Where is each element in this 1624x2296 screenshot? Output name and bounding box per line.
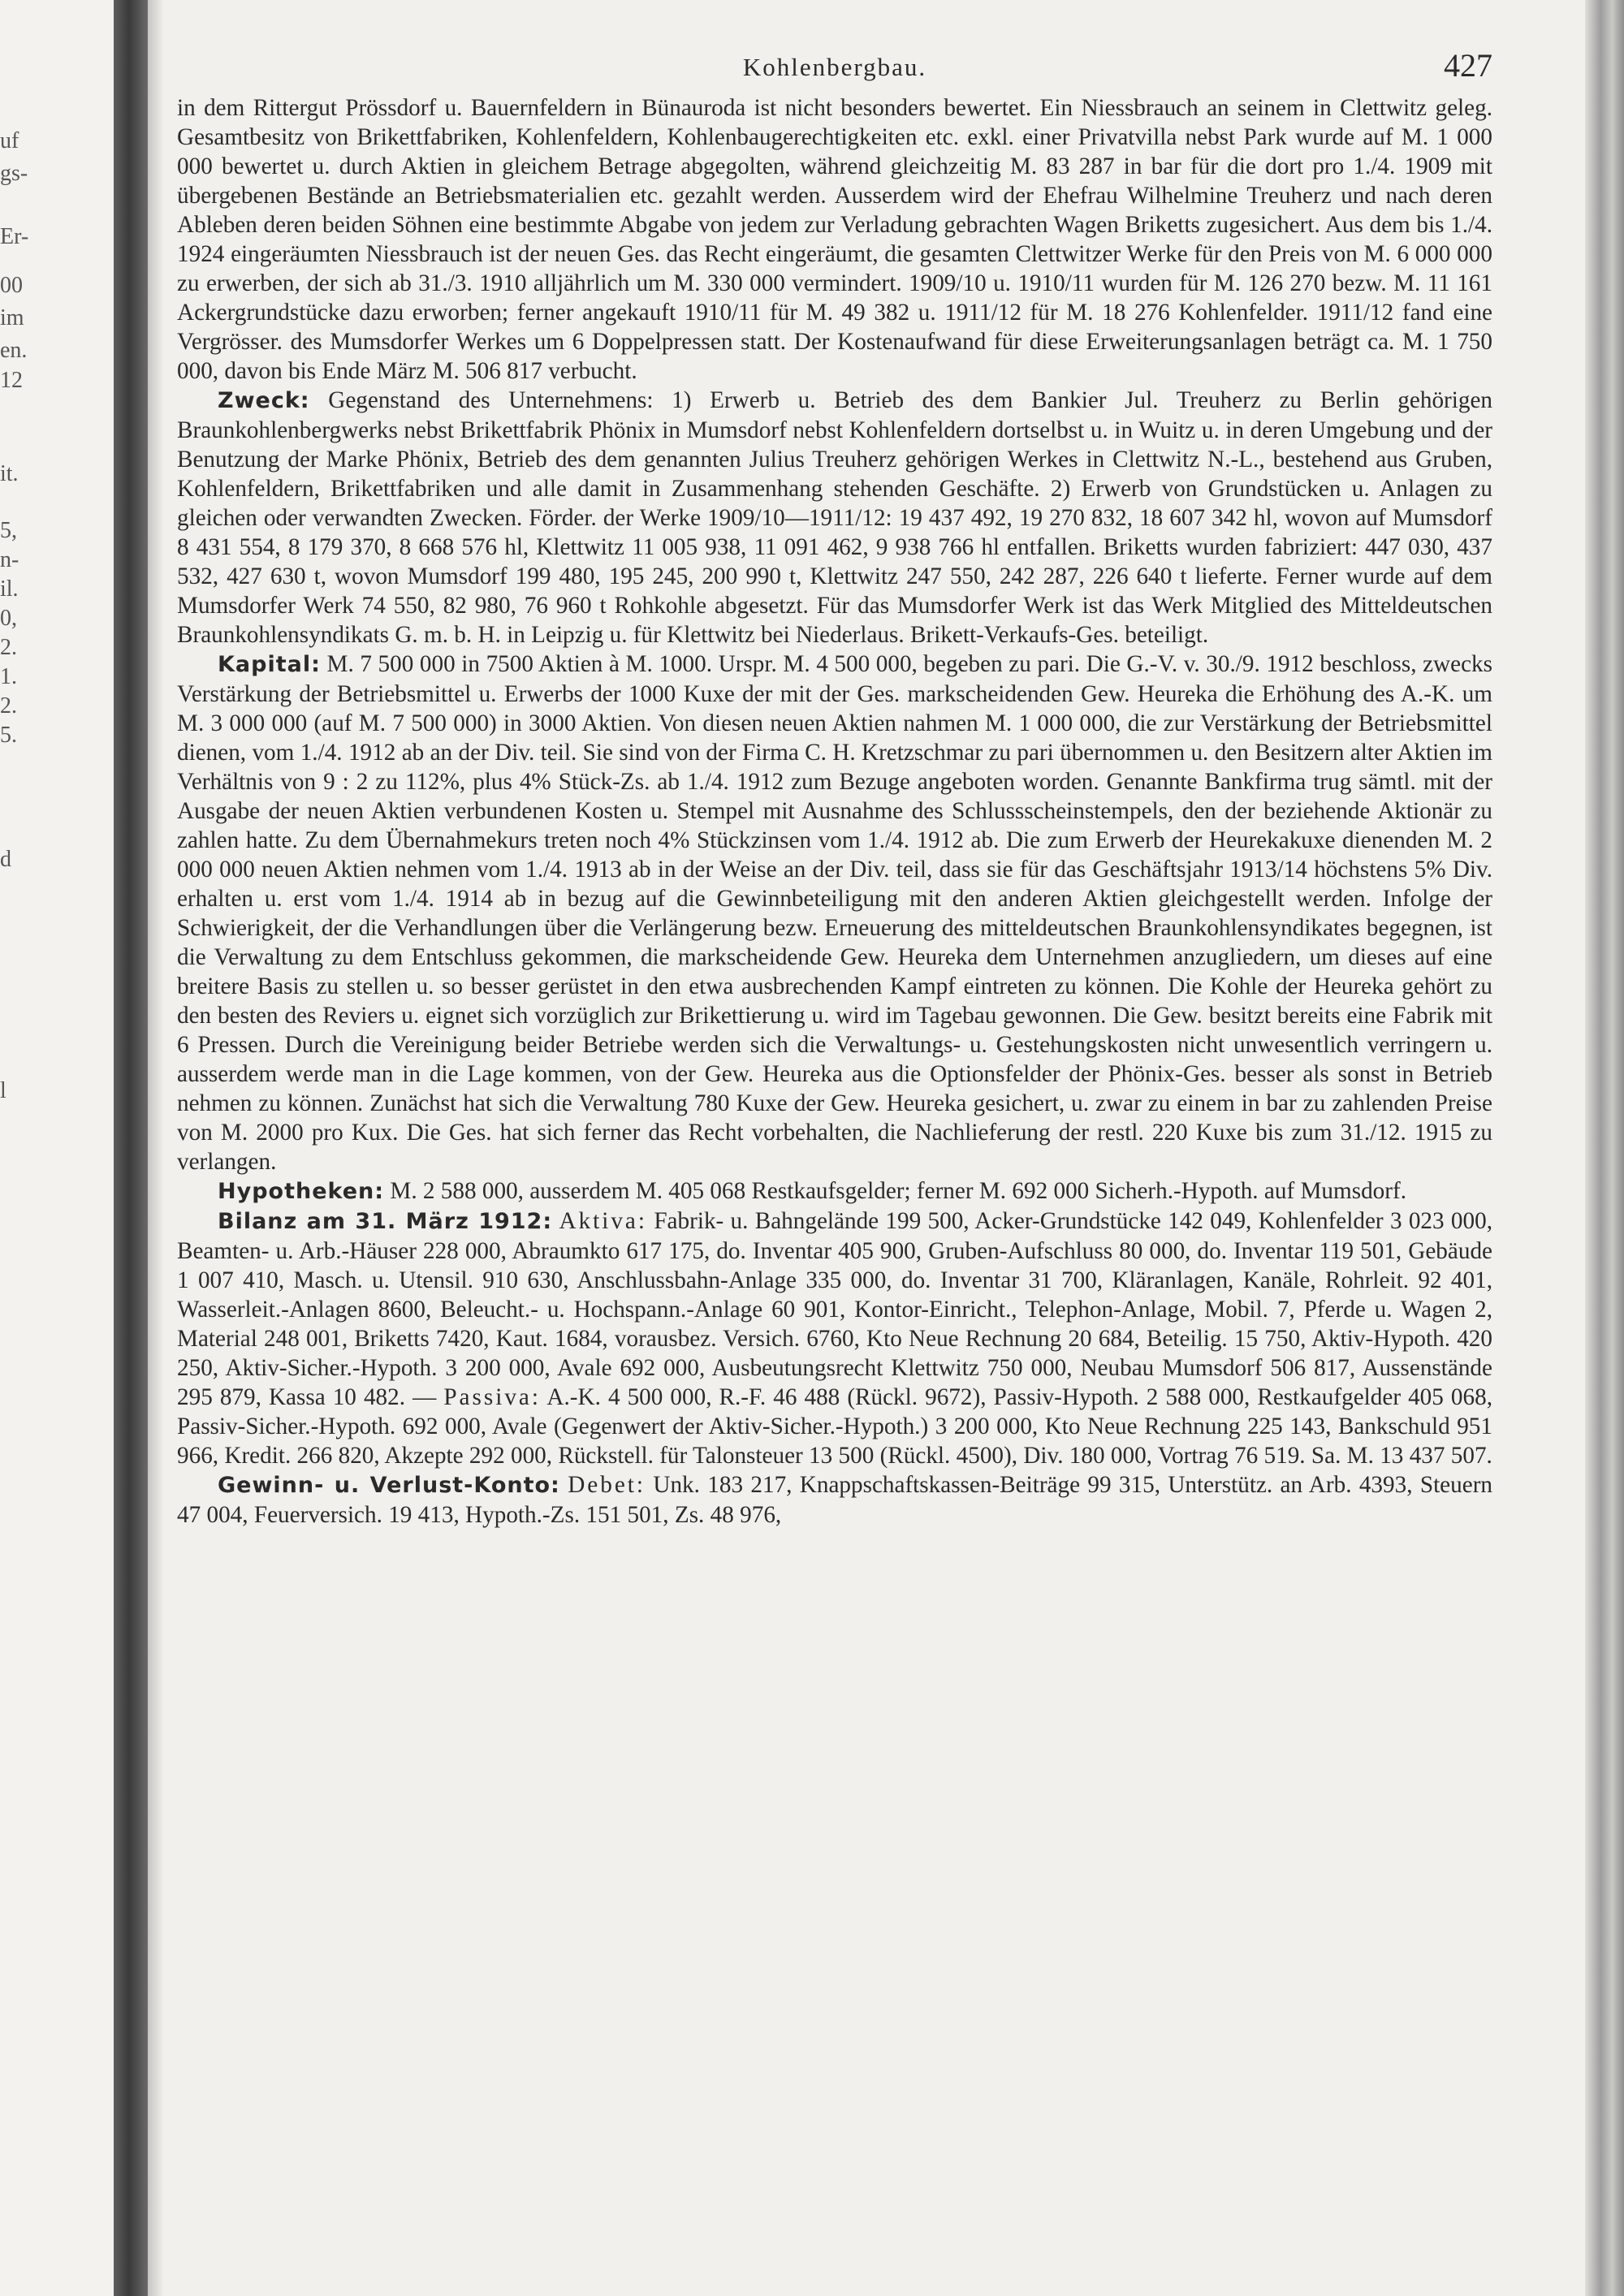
section-heading: Kapital:: [218, 652, 321, 677]
margin-fragment: 1.: [0, 664, 17, 689]
section-text: M. 7 500 000 in 7500 Aktien à M. 1000. Urspr. M. 4 500 000, begeben zu pari. Die G.-V. v. 30./9. 1912 beschloss, zwecks Verstärkung der Betriebsmittel u. Erwerbs der 1000 Kuxe der mit der Ges. markscheidenden Gew. Heureka die Erhöhung des A.-K. um M. 3 000 000 (auf M. 7 500 000) in 3000 Aktien. Von diesen neuen Aktien nahmen M. 1 000 000, die zur Verstärkung der Betriebsmittel dienen, vom 1./4. 1912 ab an der Div. teil. Sie sind von der Firma C. H. Kretzschmar zu pari übernommen u. den Besitzern alter Aktien im Verhältnis von 9 : 2 zu 112%, plus 4% Stück-Zs. ab 1./4. 1912 zum Bezuge angeboten worden. Genannte Bankfirma trug sämtl. mit der Ausgabe der neuen Aktien verbundenen Kosten u. Stempel mit Ausnahme des Schlussscheinstempels, den der beziehende Aktionär zu zahlen hatte. Zu dem Übernahmekurs treten noch 4% Stückzinsen vom 1./4. 1912 ab. Die zum Erwerb der Heurekakuxe dienenden M. 2 000 000 neuen Aktien nehmen vom 1./4. 1913 ab in der Weise an der Div. teil, dass sie für das Geschäftsjahr 1913/14 höchstens 5% Div. erhalten u. erst vom 1./4. 1914 ab in bezug auf die Gewinnbeteiligung mit den anderen Aktien gleichgestellt werden. Infolge der Schwierigkeit, der die Verhandlungen über die Verlängerung bezw. Erneuerung des mitteldeutschen Braunkohlensyndikates begegnen, ist die Verwaltung zu dem Entschluss gekommen, die markscheidende Gew. Heureka dem Unternehmen anzugliedern, um dieses auf eine breitere Basis zu stellen u. so besser gerüstet in den etwa ausbrechenden Kampf eintreten zu können. Die Kohle der Heureka gehört zu den besten des Reviers u. eignet sich vorzüglich zur Brikettierung u. wird im Tagebau gewonnen. Die Gew. besitzt bereits eine Fabrik mit 6 Pressen. Durch die Vereinigung beider Betriebe werden sich die Verwaltungs- u. Gestehungskosten nicht unwesentlich verringern u. ausserdem werde man in die Lage kommen, von der Gew. Heureka aus die Optionsfelder der Phönix-Ges. besser als sonst in Betrieb nehmen zu können. Zunächst hat sich die Verwaltung 780 Kuxe der Gew. Heureka gesichert, u. zwar zu einem in bar zu zahlenden Preise von M. 2000 pro Kux. Die Ges. hat sich ferner das Recht vorbehalten, die Nachlieferung der restl. 220 Kuxe bis zum 31./12. 1915 zu verlangen.: [177, 651, 1492, 1175]
section-text: Gegenstand des Unternehmens: 1) Erwerb u. Betrieb des dem Bankier Jul. Treuherz zu Berlin gehörigen Braunkohlenbergwerks nebst Brikettfabrik Phönix in Mumsdorf nebst Kohlenfeldern dortselbst u. in Wuitz u. in deren Umgebung und der Benutzung der Marke Phönix, Betrieb des dem genannten Julius Treuherz gehörigen Werkes in Clettwitz N.-L., bestehend aus Gruben, Kohlenfeldern, Brikettfabriken und alle damit in Zusammenhang stehenden Geschäfte. 2) Erwerb von Grundstücken u. Anlagen zu gleichen oder verwandten Zwecken. Förder. der Werke 1909/10—1911/12: 19 437 492, 19 270 832, 18 607 342 hl, wovon auf Mumsdorf 8 431 554, 8 179 370, 8 668 576 hl, Klettwitz 11 005 938, 11 091 462, 9 938 766 hl entfallen. Briketts wurden fabriziert: 447 030, 437 532, 427 630 t, wovon Mumsdorf 199 480, 195 245, 200 990 t, Klettwitz 247 550, 242 287, 226 640 t lieferte. Ferner wurde auf dem Mumsdorfer Werk 74 550, 82 980, 76 960 t Rohkohle abgesetzt. Für das Mumsdorfer Werk ist das Werk Mitglied des Mitteldeutschen Braunkohlensyndikats G. m. b. H. in Leipzig u. für Klettwitz bei Niederlaus. Brikett-Verkaufs-Ges. beteiligt.: [177, 387, 1493, 648]
section-heading: Zweck:: [218, 388, 310, 413]
section-heading: Bilanz am 31. März 1912:: [218, 1209, 553, 1234]
margin-fragment: im: [0, 305, 24, 330]
hypotheken-section: [177, 1176, 1492, 1206]
margin-fragment: 00: [0, 273, 23, 298]
passiva-text: A.-K. 4 500 000, R.-F. 46 488 (Rückl. 9672), Passiv-Hypoth. 2 588 000, Restkaufgelder 405 068, Passiv-Sicher.-Hypoth. 692 000, Avale (Gegenwert der Aktiv-Sicher.-Hypoth.) 3 200 000, Kto Neue Rechnung 225 143, Bankschuld 951 966, Kredit. 266 820, Akzepte 292 000, Rückstell. für Talonsteuer 13 500 (Rückl. 4500), Div. 180 000, Vortrag 76 519. Sa. M. 13 437 507.: [177, 1384, 1492, 1469]
passiva-label: Passiva:: [443, 1384, 541, 1410]
running-title: Kohlenbergbau.: [742, 53, 927, 81]
margin-fragment: gs-: [0, 161, 28, 186]
margin-fragment: 5,: [0, 518, 17, 543]
book-page: [177, 45, 1492, 1530]
section-heading: Hypotheken:: [218, 1179, 385, 1204]
zweck-section: [177, 386, 1492, 650]
margin-fragment: d: [0, 847, 11, 872]
margin-fragment: Er-: [0, 224, 29, 249]
running-head: [177, 45, 1492, 93]
margin-fragment: en.: [0, 338, 28, 363]
page-number: 427: [1444, 47, 1492, 84]
intro-paragraph: in dem Rittergut Prössdorf u. Bauernfeldern in Bünauroda ist nicht besonders bewertet. Ein Niessbrauch an seinem in Clettwitz geleg. Gesamtbesitz von Brikettfabriken, Kohlenfeldern, Kohlenbaugerechtigkeiten etc. exkl. einer Privatvilla nebst Park wurde auf M. 1 000 000 bewertet u. durch Aktien in gleichem Betrage abgegolten, während gleichzeitig M. 83 287 in bar für die dort pro 1./4. 1909 mit übergebenen Bestände an Betriebsmaterialien etc. gezahlt werden. Ausserdem wird der Ehefrau Wilhelmine Treuherz und nach deren Ableben deren beiden Söhnen eine bestimmte Abgabe von jedem zur Verladung gebrachten Wagen Briketts zugesichert. Aus dem bis 1./4. 1924 eingeräumten Niessbrauch ist der neuen Ges. das Recht eingeräumt, die gesamten Clettwitzer Werke für den Preis von M. 6 000 000 zu erwerben, der sich ab 31./3. 1910 alljährlich um M. 330 000 vermindert. 1909/10 u. 1910/11 wurden für M. 126 270 bezw. M. 11 161 Ackergrundstücke dazu erworben; ferner angekauft 1910/11 für M. 49 382 u. 1911/12 für M. 18 276 Kohlenfelder. 1911/12 fand eine Vergrösser. des Mumsdorfer Werkes um 6 Doppelpressen statt. Der Kostenaufwand für diese Erweiterungsanlagen beträgt ca. M. 1 750 000, davon bis Ende März M. 506 817 verbucht.: [177, 95, 1492, 384]
gewinn-section: [177, 1470, 1492, 1530]
margin-fragment: 2.: [0, 635, 17, 660]
gutter-shadow: [148, 0, 164, 2296]
aktiva-label: Aktiva:: [559, 1208, 648, 1234]
bilanz-section: [177, 1206, 1492, 1470]
margin-fragment: uf: [0, 128, 19, 153]
margin-fragment: n-: [0, 547, 19, 572]
margin-fragment: il.: [0, 576, 19, 602]
margin-fragment: 2.: [0, 693, 17, 719]
debet-text: Unk. 183 217, Knappschaftskassen-Beiträge 99 315, Unterstütz. an Arb. 4393, Steuern 47 004, Feuerversich. 19 413, Hypoth.-Zs. 151 501, Zs. 48 976,: [177, 1472, 1493, 1528]
page-edge: [1585, 0, 1624, 2296]
margin-fragment: it.: [0, 461, 19, 486]
aktiva-text: Fabrik- u. Bahngelände 199 500, Acker-Grundstücke 142 049, Kohlenfelder 3 023 000, Beamten- u. Arb.-Häuser 228 000, Abraumkto 617 175, do. Inventar 405 900, Gruben-Aufschluss 80 000, do. Inventar 119 501, Gebäude 1 007 410, Masch. u. Utensil. 910 630, Anschlussbahn-Anlage 335 000, do. Inventar 31 700, Kläranlagen, Kanäle, Rohrleit. 92 401, Wasserleit.-Anlagen 8600, Beleucht.- u. Hochspann.-Anlage 60 901, Kontor-Einricht., Telephon-Anlage, Mobil. 7, Pferde u. Wagen 2, Material 248 001, Briketts 7420, Kaut. 1684, vorausbez. Versich. 6760, Kto Neue Rechnung 20 684, Beteilig. 15 750, Aktiv-Hypoth. 420 250, Aktiv-Sicher.-Hypoth. 3 200 000, Avale 692 000, Ausbeutungsrecht Klettwitz 750 000, Neubau Mumsdorf 506 817, Aussenstände 295 879, Kassa 10 482. —: [177, 1208, 1493, 1410]
debet-label: Debet:: [568, 1472, 646, 1498]
book-binding-gutter: [114, 0, 148, 2296]
section-text: M. 2 588 000, ausserdem M. 405 068 Restkaufsgelder; ferner M. 692 000 Sicherh.-Hypoth. auf Mumsdorf.: [390, 1178, 1406, 1204]
section-heading: Gewinn- u. Verlust-Konto:: [218, 1473, 560, 1498]
margin-fragment: l: [0, 1078, 6, 1103]
previous-page-margin: [0, 0, 114, 2296]
margin-fragment: 12: [0, 368, 23, 393]
kapital-section: [177, 650, 1492, 1176]
body-text: [177, 93, 1492, 1530]
margin-fragment: 5.: [0, 723, 17, 748]
margin-fragment: 0,: [0, 606, 17, 631]
